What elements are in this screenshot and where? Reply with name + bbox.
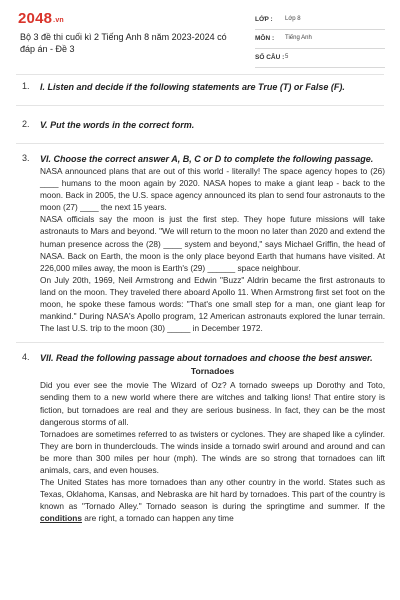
meta-value: Tiếng Anh (285, 35, 312, 41)
passage-title: Tornadoes (190, 366, 235, 377)
passage-paragraph: On July 20th, 1969, Neil Armstrong and Edwin "Buzz" Aldrin became the first astronauts to land on the moon. They traveled there aboard Apollo 11. When Armstrong first set foot on the moon, he spoke these famous words: "That's one small step for a man, one giant leap for mankind." During NASA's Apollo program, 12 American astronauts explored the lunar terrain. The last U.S. trip to the moon (30) _____ in December 1972. (40, 274, 385, 334)
document-title: Bộ 3 đề thi cuối kì 2 Tiếng Anh 8 năm 2023-2024 có đáp án - Đề 3 (20, 32, 227, 54)
question-2 (0, 106, 400, 131)
question-title: VI. Choose the correct answer A, B, C or D to complete the following passage. (40, 154, 374, 164)
header-divider (16, 74, 384, 75)
passage-paragraph: Tornadoes are sometimes referred to as twisters or cyclones. They are shaped like a cylinder. They are born in thunderclouds. The winds inside a tornado swirl around and around and can be more than 300 miles per hour (mph). The winds are so strong that tornadoes can lift animals, cars, and even houses. (40, 428, 385, 475)
passage-paragraph: Did you ever see the movie The Wizard of Oz? A tornado sweeps up Dorothy and Toto, sending them to a new world where there are witches and talking lions! That entire story is fiction, but tornadoes are real and they are serious business. In fact, they can be the most dangerous storms of all. (40, 380, 385, 427)
meta-row-count (255, 52, 385, 68)
meta-label: MÔN : (255, 35, 275, 42)
question-title: V. Put the words in the correct form. (40, 120, 195, 130)
passage-text (40, 379, 385, 524)
meta-label: SỐ CÂU : (255, 54, 285, 61)
passage-paragraph: NASA announced plans that are out of this world - literally! The space agency hopes to (26) ____ humans to the moon again by 2020. NASA hopes to make a giant leap - back to the moon. Back in 2005, the U.S. space agency announced its plan to send four astronauts to the moon (27) ____ the next 15 years. (40, 166, 385, 213)
meta-row-subject (255, 33, 385, 49)
exam-meta (255, 14, 385, 71)
exam-content (0, 78, 400, 524)
meta-row-class (255, 14, 385, 30)
meta-label: LỚP : (255, 16, 273, 23)
question-1 (0, 78, 400, 93)
meta-value: 5 (285, 54, 289, 60)
question-title: I. Listen and decide if the following statements are True (T) or False (F). (40, 82, 345, 92)
question-title: VII. Read the following passage about tornadoes and choose the best answer. (40, 353, 373, 364)
question-4 (0, 343, 400, 524)
question-3 (0, 144, 400, 334)
question-number: 4. (22, 352, 30, 363)
passage-paragraph: NASA officials say the moon is just the first step. They hope future missions will take astronauts to Mars and beyond. "We will return to the moon no later than 2020 and extend the human presence across the (28) ____ system and beyond," says Michael Griffin, the head of NASA. Back on Earth, the moon is the only place beyond Earth that humans have visited. At 226,000 miles away, the moon is Earth's (29) ______ space neighbour. (40, 214, 385, 273)
paragraph-text: are right, a tornado can happen any time (81, 513, 234, 524)
logo-text: 2048 (18, 10, 53, 27)
logo-domain: .vn (53, 17, 64, 24)
keyword-conditions: conditions (40, 513, 82, 524)
passage-text (40, 165, 385, 334)
question-number: 3. (22, 153, 30, 163)
site-logo[interactable] (18, 10, 64, 27)
question-number: 2. (22, 119, 30, 129)
question-number: 1. (22, 81, 30, 91)
meta-value: Lớp 8 (285, 16, 301, 22)
paragraph-text: The United States has more tornadoes than any other country in the world. States such as Texas, Oklahoma, Kansas, and Nebraska are hit hard by tornadoes. This part of the country is known as "Tornado Alley." Tornado season is during the springtime and summer. If the (40, 477, 385, 512)
passage-paragraph (40, 476, 385, 524)
page-header (0, 0, 400, 76)
